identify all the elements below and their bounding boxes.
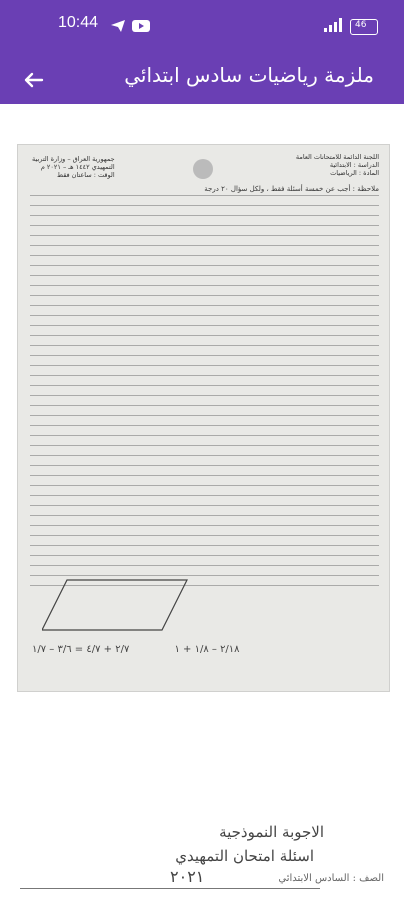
arrow-back-icon[interactable] (20, 66, 48, 94)
battery-icon (350, 19, 378, 35)
battery-level: 46 (355, 19, 367, 30)
app-bar (0, 56, 404, 104)
note-year: ٢٠٢١ (170, 867, 205, 886)
page-title: ملزمة رياضيات سادس ابتدائي (124, 63, 374, 87)
note-line: الاجوبة النموذجية (219, 823, 324, 841)
send-icon (110, 18, 126, 37)
header-left-line: التمهيدي ١٤٤٢ هـ – ٢٠٢١ م (40, 163, 115, 171)
note-line: اسئلة امتحان التمهيدي (175, 847, 314, 865)
signal-icon (324, 17, 342, 36)
status-time: 10:44 (58, 14, 99, 31)
handwritten-note (20, 815, 384, 900)
exam-intro-line: ملاحظة : أجب عن خمسة أسئلة فقط ، ولكل سؤال ٢٠ درجة (204, 185, 379, 193)
header-right-line: اللجنة الدائمة للامتحانات العامة (295, 153, 379, 161)
header-right-line: الدراسة : الابتدائية (329, 161, 379, 169)
exam-page-image (17, 144, 390, 692)
fraction-expression: ٢/١٨ – ١/٨ + ١ (174, 644, 240, 655)
header-left-line: الوقت : ساعتان فقط (57, 171, 115, 179)
parallelogram-figure (42, 575, 192, 635)
ministry-emblem-icon (193, 159, 213, 179)
youtube-icon (132, 18, 150, 37)
header-right-line: المادة : الرياضيات (330, 169, 379, 177)
status-right-icons (324, 17, 378, 36)
header-left-block (32, 155, 115, 179)
note-underline (20, 888, 320, 889)
fraction-expression: ٢/٧ + ٤/٧ = ٣/٦ – ١/٧ (32, 644, 130, 655)
fraction-expressions (32, 637, 375, 667)
status-notification-icons (110, 18, 150, 37)
header-right-block (296, 153, 379, 177)
note-line: الصف : السادس الابتدائي (278, 873, 384, 884)
status-bar (0, 0, 404, 56)
header-left-line: جمهورية العراق – وزارة التربية (32, 155, 115, 163)
exam-text-lines (30, 195, 379, 631)
